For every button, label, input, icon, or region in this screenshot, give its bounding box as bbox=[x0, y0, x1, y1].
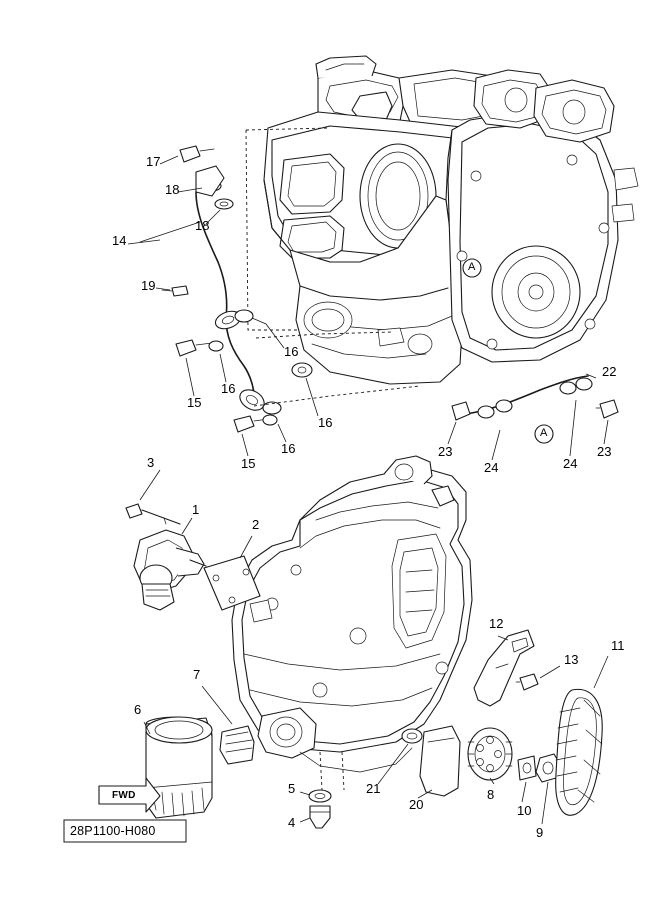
callout-5: 5 bbox=[288, 781, 296, 796]
callout-8: 8 bbox=[487, 787, 495, 802]
drain-plug-assembly bbox=[300, 790, 331, 828]
callout-15-a: 15 bbox=[187, 395, 202, 410]
callout-18: 18 bbox=[165, 182, 180, 197]
callout-16-c: 16 bbox=[318, 415, 333, 430]
part-code-label: 28P1100-H080 bbox=[70, 824, 156, 838]
callout-11: 11 bbox=[611, 638, 625, 653]
callout-24-b: 24 bbox=[563, 456, 578, 471]
callout-23-b: 23 bbox=[597, 444, 612, 459]
callout-3: 3 bbox=[147, 455, 155, 470]
callout-19: 19 bbox=[141, 278, 156, 293]
callout-17: 17 bbox=[146, 154, 161, 169]
callout-24-a: 24 bbox=[484, 460, 499, 475]
oil-pump-assembly bbox=[126, 470, 260, 610]
oil-filter-assembly bbox=[144, 686, 254, 818]
callout-6: 6 bbox=[134, 702, 142, 717]
callout-22: 22 bbox=[602, 364, 617, 379]
callout-15-b: 15 bbox=[241, 456, 256, 471]
callout-1: 1 bbox=[192, 502, 200, 517]
reference-letter-a-lower: A bbox=[540, 427, 548, 439]
callout-16-d: 16 bbox=[281, 441, 296, 456]
callout-12: 12 bbox=[489, 616, 504, 631]
callout-21: 21 bbox=[366, 781, 381, 796]
callout-2: 2 bbox=[252, 517, 260, 532]
callout-9: 9 bbox=[536, 825, 544, 840]
callout-18-b: 18 bbox=[195, 218, 210, 233]
callout-7: 7 bbox=[193, 667, 201, 682]
callout-16-b: 16 bbox=[221, 381, 236, 396]
callout-13: 13 bbox=[564, 652, 579, 667]
callout-10: 10 bbox=[517, 803, 532, 818]
callout-4: 4 bbox=[288, 815, 296, 830]
callout-23-a: 23 bbox=[438, 444, 453, 459]
callout-20: 20 bbox=[409, 797, 424, 812]
callout-14: 14 bbox=[112, 233, 127, 248]
reference-letter-a-upper: A bbox=[468, 261, 476, 273]
callout-16-a: 16 bbox=[284, 344, 299, 359]
fwd-direction-label: FWD bbox=[112, 790, 136, 801]
